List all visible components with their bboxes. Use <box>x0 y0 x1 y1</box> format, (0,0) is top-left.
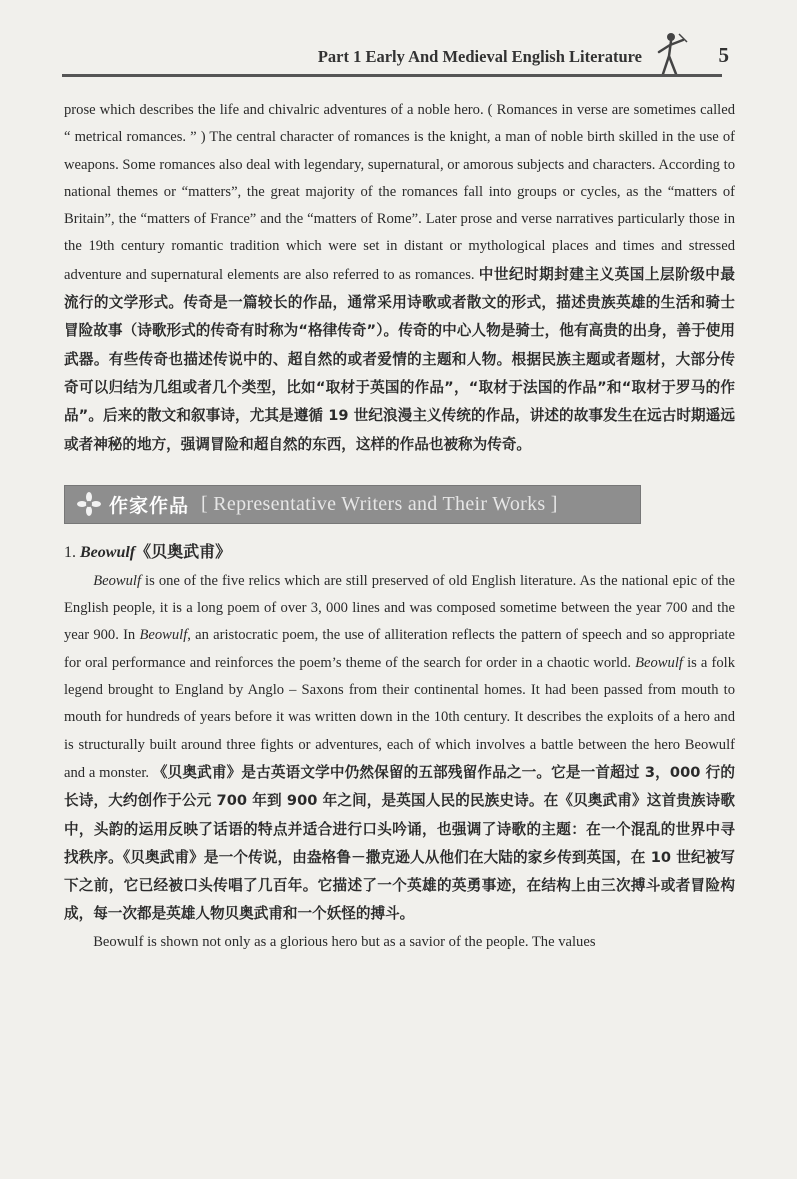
running-header <box>62 30 747 78</box>
page-number: 5 <box>718 43 729 67</box>
subsection-title-english: Beowulf <box>80 543 136 561</box>
warrior-figure-icon <box>651 30 695 78</box>
paragraph-english-text: , an aristocratic poem, the use of alliteration reflects the pattern of speech and so appropriate for oral performance and reinforces the poem’s theme of the search for order in a chaotic world. <box>64 627 735 671</box>
paragraph-beowulf-hero <box>64 929 735 956</box>
subsection-title-chinese: 《贝奥武甫》 <box>135 541 232 561</box>
section-title-chinese: 作家作品 <box>109 494 190 517</box>
section-heading-bar <box>64 485 641 524</box>
italic-title: Beowulf <box>93 572 142 589</box>
paragraph-english-text: Beowulf is shown not only as a glorious hero but as a savior of the people. The values <box>93 933 596 950</box>
subsection-number: 1. <box>64 543 76 561</box>
paragraph-romance-definition <box>64 97 735 459</box>
subsection-heading <box>64 538 735 566</box>
paragraph-beowulf-description <box>64 568 735 929</box>
section-title-english: [ Representative Writers and Their Works ] <box>201 492 558 515</box>
running-header-title: Part 1 Early And Medieval English Literature <box>317 47 642 66</box>
flower-icon <box>75 490 103 518</box>
paragraph-chinese-text: 《贝奥武甫》是古英语文学中仍然保留的五部残留作品之一。它是一首超过 3，000 行的长诗，大约创作于公元 700 年到 900 年之间，是英国人民的民族史诗。在《贝奥武甫》这首贵族诗歌中，头韵的运用反映了话语的特点并适合进行口头吟诵，也强调了诗歌的主题：在一个混乱的世界中寻找秩序。《贝奥武甫》是一个传说，由盎格鲁－撒克逊人从他们在大陆的家乡传到英国，在 10 世纪被写下之前，它已经被口头传唱了几百年。它描述了一个英雄的英勇事迹，在结构上由三次搏斗或者冒险构成，每一次都是英雄人物贝奥武甫和一个妖怪的搏斗。 <box>64 763 735 923</box>
italic-title: Beowulf <box>635 654 683 671</box>
paragraph-english-text: is one of the five relics which are still preserved of old English literature. As the national epic of the English people, it is a long poem of over 3, 000 lines and was composed sometime between the year 700 and the year 900. In <box>64 572 735 644</box>
paragraph-english-text: prose which describes the life and chivalric adventures of a noble hero. ( Romances in verse are sometimes called “ metrical romances. ” ) The central character of romances is the knight, a man of noble birth skilled in the use of weapons. Some romances also deal with legendary, supernatural, or amorous subjects and characters. According to national themes or “matters”, the great majority of the romances fall into groups or cycles, as the “matters of Britain”, the “matters of France” and the “matters of Rome”. Later prose and verse narratives particularly those in the 19th century romantic tradition which were set in distant or mythological places and times and stressed adventure and supernatural elements are also referred to as romances. <box>64 102 735 283</box>
header-rule <box>62 74 722 77</box>
page-body <box>64 97 735 956</box>
italic-title: Beowulf <box>139 627 188 644</box>
paragraph-english-text: is a folk legend brought to England by Anglo – Saxons from their continental homes. It had been passed from mouth to mouth for hundreds of years before it was written down in the 10th century. It describes the exploits of a hero and is structurally built around three fights or adventures, each of which involves a battle between the hero Beowulf and a monster. <box>64 654 736 781</box>
paragraph-chinese-text: 中世纪时期封建主义英国上层阶级中最流行的文学形式。传奇是一篇较长的作品，通常采用诗歌或者散文的形式，描述贵族英雄的生活和骑士冒险故事（诗歌形式的传奇有时称为“格律传奇”）。传奇的中心人物是骑士，他有高贵的出身，善于使用武器。有些传奇也描述传说中的、超自然的或者爱情的主题和人物。根据民族主题或者题材，大部分传奇可以归结为几组或者几个类型，比如“取材于英国的作品”，“取材于法国的作品”和“取材于罗马的作品”。后来的散文和叙事诗，尤其是遵循 19 世纪浪漫主义传统的作品，讲述的故事发生在远古时期遥远或者神秘的地方，强调冒险和超自然的东西，这样的作品也被称为传奇。 <box>64 265 735 453</box>
